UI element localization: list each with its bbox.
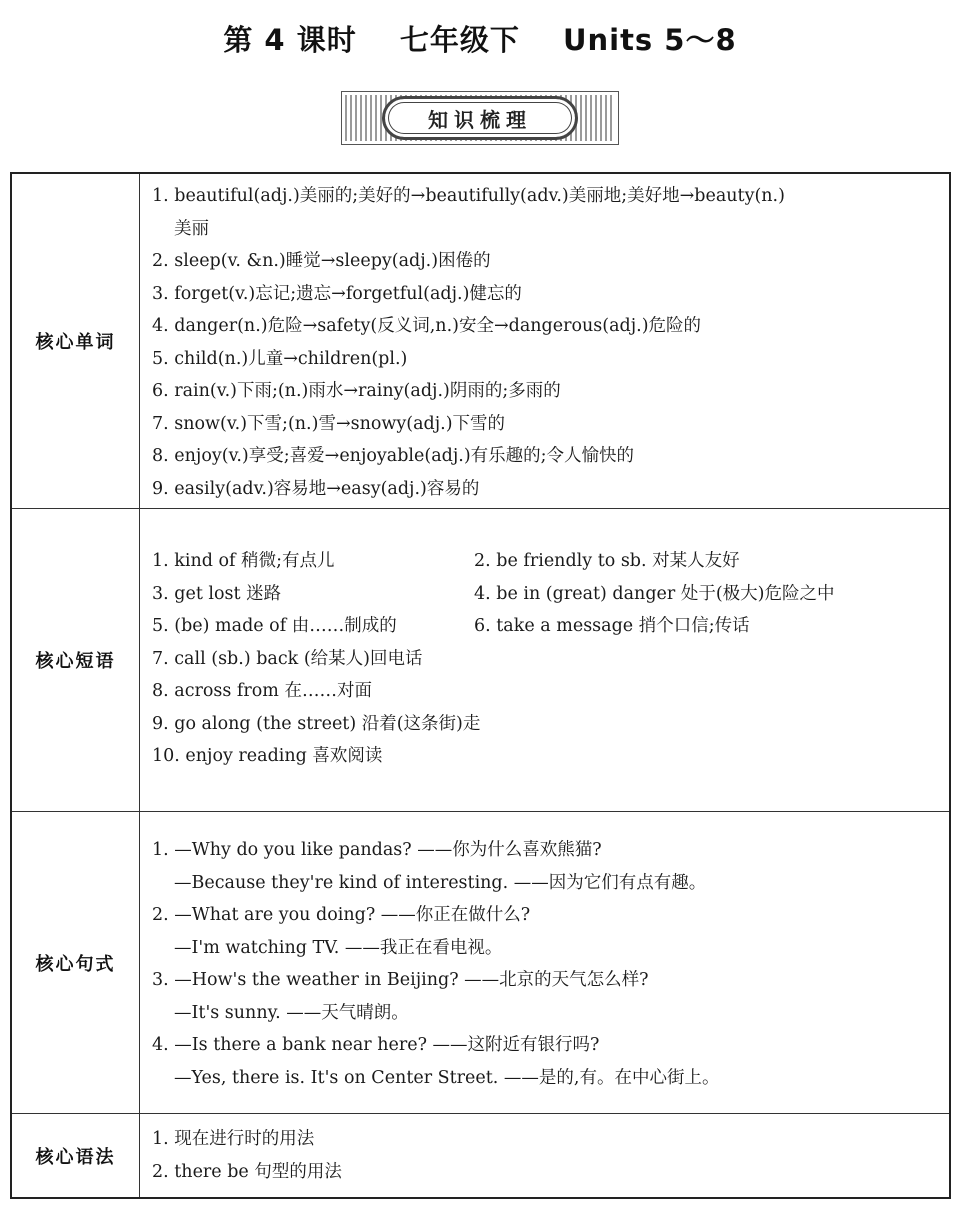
grammar-item: 2. there be 句型的用法 [152,1161,342,1182]
vocab-item: 5. child(n.)儿童→children(pl.) [152,348,408,369]
lesson-number: 第 4 课时 [223,23,357,57]
sentences-label: 核心句式 [12,812,140,1113]
vocab-item: 8. enjoy(v.)享受;喜爱→enjoyable(adj.)有乐趣的;令人愉快的 [152,446,635,466]
vocab-item: 4. danger(n.)危险→safety(反义词,n.)安全→dangerous(adj.)危险的 [152,316,702,336]
units-label: Units 5～8 [562,23,737,57]
sentence-answer: —Yes, there is. It's on Center Street. ——是的,有。在中心街上。 [174,1067,720,1088]
grade-label: 七年级下 [399,23,520,57]
phrase-item: 2. be friendly to sb. 对某人友好 [474,551,740,571]
page-title [0,18,960,59]
phrase-item: 3. get lost 迷路 [152,583,282,604]
grammar-item: 1. 现在进行时的用法 [152,1129,315,1149]
grammar-list [152,1123,943,1188]
vocab-item: 7. snow(v.)下雪;(n.)雪→snowy(adj.)下雪的 [152,413,506,434]
phrases-section [12,509,949,812]
phrase-row [152,578,943,611]
phrase-item: 6. take a message 捎个口信;传话 [474,616,750,636]
phrase-row [152,545,943,578]
vocab-item-continued: 美丽 [174,218,209,239]
summary-table [10,172,951,1199]
phrase-item: 8. across from 在……对面 [152,681,372,701]
section-banner [341,91,619,145]
sentence-answer: —Because they're kind of interesting. ——因为它们有点有趣。 [174,872,707,893]
sentences-list [152,834,943,1094]
vocab-item: 1. beautiful(adj.)美丽的;美好的→beautifully(adv.)美丽地;美好地→beauty(n.) [152,186,785,206]
sentences-section [12,812,949,1114]
vocab-item: 2. sleep(v. &n.)睡觉→sleepy(adj.)困倦的 [152,251,491,271]
vocab-section [12,174,949,509]
phrase-row [152,610,943,643]
vocab-label: 核心单词 [12,174,140,508]
phrase-item: 5. (be) made of 由……制成的 [152,616,397,636]
phrases-label: 核心短语 [12,509,140,811]
sentence-answer: —It's sunny. ——天气晴朗。 [174,1002,409,1023]
phrase-item: 9. go along (the street) 沿着(这条街)走 [152,713,481,734]
sentence-question: 3. —How's the weather in Beijing? ——北京的天气怎么样? [152,970,649,990]
grammar-label: 核心语法 [12,1114,140,1197]
sentence-question: 2. —What are you doing? ——你正在做什么? [152,905,531,925]
phrase-item: 10. enjoy reading 喜欢阅读 [152,746,383,766]
vocab-list [152,180,943,505]
phrase-item: 7. call (sb.) back (给某人)回电话 [152,648,423,669]
sentence-question: 4. —Is there a bank near here? ——这附近有银行吗? [152,1035,600,1055]
sentence-answer: —I'm watching TV. ——我正在看电视。 [174,937,503,958]
phrase-item: 1. kind of 稍微;有点儿 [152,551,335,571]
sentence-question: 1. —Why do you like pandas? ——你为什么喜欢熊猫? [152,840,602,860]
grammar-section [12,1114,949,1197]
vocab-item: 3. forget(v.)忘记;遗忘→forgetful(adj.)健忘的 [152,283,522,304]
banner-title: 知识梳理 [382,96,578,140]
phrase-item: 4. be in (great) danger 处于(极大)危险之中 [474,583,835,604]
vocab-item: 6. rain(v.)下雨;(n.)雨水→rainy(adj.)阴雨的;多雨的 [152,381,561,401]
vocab-item: 9. easily(adv.)容易地→easy(adj.)容易的 [152,478,480,499]
phrases-list [152,545,943,773]
